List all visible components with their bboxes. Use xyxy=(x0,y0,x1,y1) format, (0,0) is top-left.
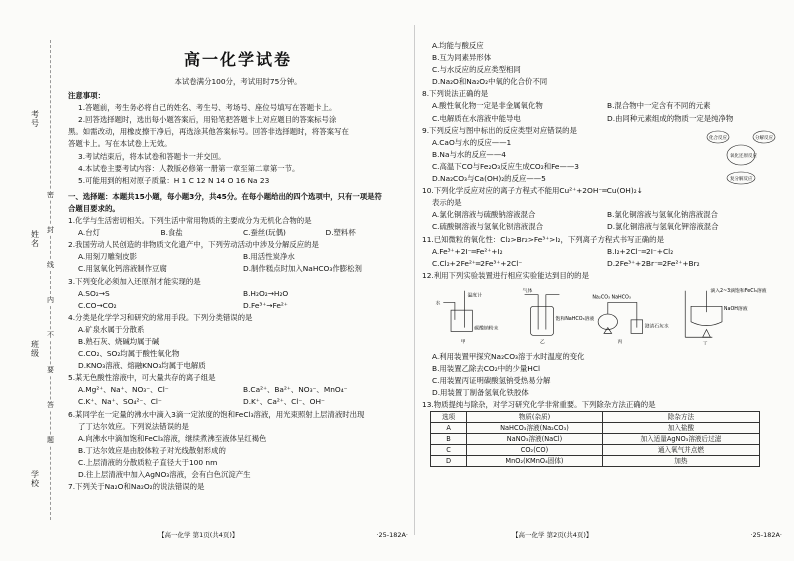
option: D.往上层清液中加入AgNO₃溶液，会有白色沉淀产生 xyxy=(78,470,251,479)
seal-char: 密 xyxy=(47,191,54,199)
note-line: 5.可能用到的相对原子质量：H 1 C 12 N 14 O 16 Na 23 xyxy=(78,175,270,185)
option: C.CO₂、SO₂均属于酸性氧化物 xyxy=(78,349,180,359)
question-6: 6.某同学在一定量的沸水中滴入3滴一定浓度的饱和FeCl₃溶液，用光束照射上层清液时出现 xyxy=(68,409,365,419)
seal-char: 要 xyxy=(47,366,54,374)
option: B.丁达尔效应是由胶体粒子对光线散射形成的 xyxy=(78,445,226,455)
option: D.制作糕点时加入NaHCO₃作膨松剂 xyxy=(243,264,362,274)
option: A.SO₂→S xyxy=(78,288,110,298)
option: D.氯化铜溶液与氢氧化钾溶液混合 xyxy=(607,222,719,232)
label-jia: 甲 xyxy=(460,339,466,345)
page-title: 高一化学试卷 xyxy=(183,50,292,69)
option: A.Mg²⁺、Na⁺、NO₃⁻、Cl⁻ xyxy=(78,385,169,395)
apparatus-figure xyxy=(426,285,778,345)
table-cell: MnO₂(KMnO₄固体) xyxy=(467,456,603,467)
page-1 xyxy=(68,0,408,561)
label-thermometer: 温度计 xyxy=(467,293,482,299)
question-7: 7.下列关于Na₂O和Na₂O₂的说法错误的是 xyxy=(68,482,205,492)
option: A.均能与酸反应 xyxy=(432,41,484,50)
page-divider xyxy=(414,25,415,535)
table-cell: B xyxy=(431,434,467,445)
option: B.混合物中一定含有不同的元素 xyxy=(607,101,711,111)
option: C.Cl₂+2Fe²⁺═2Fe³⁺+2Cl⁻ xyxy=(432,258,523,268)
option: C.上层清液的分散质粒子直径大于100 nm xyxy=(78,457,218,467)
option: D.塑料杯 xyxy=(325,228,356,238)
label-na2co3-powder: 碳酸钠粉末 xyxy=(474,326,499,332)
table-cell: NaHCO₃溶液(Na₂CO₃) xyxy=(467,423,603,434)
option: D.2Fe³⁺+2Br⁻═2Fe²⁺+Br₂ xyxy=(607,258,700,268)
note-line: 黑。如需改动，用橡皮擦干净后，再选涂其他答案标号。回答非选择题时，将答案写在 xyxy=(68,127,349,137)
table-cell: NaNO₃溶液(NaCl) xyxy=(467,434,603,445)
question-12: 12.利用下列实验装置进行相应实验能达到目的的是 xyxy=(422,270,589,280)
table-header: 选项 xyxy=(431,412,467,423)
options-row xyxy=(68,384,408,396)
table-cell: 加入适量AgNO₃溶液后过滤 xyxy=(602,434,759,445)
options-row xyxy=(68,227,408,239)
note-line: 3.考试结束后，将本试卷和答题卡一并交回。 xyxy=(78,151,226,161)
option: D.由同种元素组成的物质一定是纯净物 xyxy=(607,113,734,123)
option: D.用装置丁制备氢氧化铁胶体 xyxy=(432,388,529,398)
question-8: 8.下列说法正确的是 xyxy=(422,89,489,99)
label-carbonates: Na₂CO₃ NaHCO₃ xyxy=(592,295,631,301)
option: A.酸性氧化物一定是非金属氧化物 xyxy=(432,101,543,111)
question-13: 13.物质提纯与除杂，对学习研究化学非常重要。下列除杂方法正确的是 xyxy=(422,400,656,410)
options-row xyxy=(422,113,782,125)
note-line: 4.本试卷主要考试内容：人教版必修第一册第一章至第二章第一节。 xyxy=(78,163,300,173)
options-row xyxy=(422,221,782,233)
table-cell: CO₂(CO) xyxy=(467,445,603,456)
table-cell: A xyxy=(431,423,467,434)
question-6-cont: 了丁达尔效应。下列说法错误的是 xyxy=(78,421,189,431)
option: C.蚕丝(玩偶) xyxy=(243,228,286,238)
question-1: 1.化学与生活密切相关。下列生活中常用物质的主要成分为无机化合物的是 xyxy=(68,216,312,226)
page-footer xyxy=(422,529,782,541)
impurity-table xyxy=(430,411,760,467)
seal-line xyxy=(50,40,51,520)
apparatus-yi xyxy=(525,295,560,336)
option: A.台灯 xyxy=(78,228,101,238)
table-cell: D xyxy=(431,456,467,467)
option: A.CaO与水的反应——1 xyxy=(432,137,512,147)
option: C.CO→CO₂ xyxy=(78,300,117,310)
option: A.用刻刀雕刻皮影 xyxy=(78,252,138,262)
option: A.向沸水中滴加饱和FeCl₃溶液，继续煮沸至液体呈红褐色 xyxy=(78,433,267,443)
options-row xyxy=(422,246,782,258)
seal-char: 题 xyxy=(47,436,54,444)
question-3: 3.下列变化必须加入还原剂才能实现的是 xyxy=(68,276,201,286)
label-yi: 乙 xyxy=(540,339,545,345)
label-ding: 丁 xyxy=(702,341,708,345)
page-2 xyxy=(422,0,782,561)
table-header: 除杂方法 xyxy=(602,412,759,423)
option: B.Na与水的反应——4 xyxy=(432,149,506,159)
label-water: 水 xyxy=(435,301,441,307)
notes-title: 注意事项： xyxy=(68,91,105,101)
question-10: 10.下列化学反应对应的离子方程式不能用Cu²⁺+2OH⁻═Cu(OH)₂↓ xyxy=(422,186,643,196)
note-line: 1.答题前，考生务必将自己的姓名、考生号、考场号、座位号填写在答题卡上。 xyxy=(78,103,337,113)
seal-char: 不 xyxy=(47,331,54,339)
option: C.用氢氧化钙溶液制作豆腐 xyxy=(78,264,167,274)
question-4: 4.分类是化学学习和研究的常用手段。下列分类错误的是 xyxy=(68,312,253,322)
option: C.硫酸铜溶液与氢氧化钡溶液混合 xyxy=(432,222,543,232)
options-row xyxy=(422,209,782,221)
apparatus-ding xyxy=(685,291,722,337)
option: A.氯化铜溶液与硫酸钠溶液混合 xyxy=(432,210,536,220)
table-row xyxy=(431,434,760,445)
label-nahco3-solution: 饱和NaHCO₃溶液 xyxy=(555,316,595,322)
intro-text: 本试卷满分100分，考试用时75分钟。 xyxy=(174,77,302,86)
label-double-replacement: 复分解反应 xyxy=(730,177,753,182)
question-2: 2.我国劳动人民创造的非物质文化遗产中，下列劳动活动中涉及分解反应的是 xyxy=(68,240,319,250)
option: B.用装置乙除去CO₂中的少量HCl xyxy=(432,364,541,374)
option: B.氯化铜溶液与氢氧化钠溶液混合 xyxy=(607,210,718,220)
table-cell: 通入氧气并点燃 xyxy=(602,445,759,456)
table-cell: C xyxy=(431,445,467,456)
question-9: 9.下列反应与图中标出的反应类型对应错误的是 xyxy=(422,125,577,135)
option: D.Na₂O和Na₂O₂中氧的化合价不同 xyxy=(432,77,548,87)
label-xuexiao: 学校 xyxy=(31,470,39,488)
options-row xyxy=(422,258,782,270)
label-kaohao: 考号 xyxy=(31,110,39,128)
options-row xyxy=(68,263,408,275)
option: A.矿泉水属于分散系 xyxy=(78,324,145,334)
option: A.Fe³⁺+2I⁻═Fe²⁺+I₂ xyxy=(432,246,503,256)
options-row xyxy=(68,396,408,408)
label-gas: 气体 xyxy=(522,288,533,294)
option: B.食盐 xyxy=(160,228,183,238)
option: B.I₂+2Cl⁻═2I⁻+Cl₂ xyxy=(607,246,674,256)
options-row xyxy=(68,300,408,312)
table-row xyxy=(431,445,760,456)
label-xingming: 姓名 xyxy=(31,230,39,248)
option: D.Fe³⁺→Fe²⁺ xyxy=(243,300,288,310)
section-heading: 一、选择题：本题共15小题，每小题3分，共45分。在每小题给出的四个选项中，只有一项是符 xyxy=(68,191,382,201)
note-line: 答题卡上。写在本试卷上无效。 xyxy=(68,139,172,149)
table-header: 物质(杂质) xyxy=(467,412,603,423)
table-row xyxy=(431,423,760,434)
option: B.用活性炭净水 xyxy=(243,252,295,262)
footer-code: ·25-182A· xyxy=(376,530,408,539)
apparatus-bing xyxy=(598,302,643,333)
option: B.熟石灰、烧碱均属于碱 xyxy=(78,336,160,346)
option: D.Na₂CO₃与Ca(OH)₂的反应——5 xyxy=(432,174,546,184)
seal-char: 答 xyxy=(47,401,54,409)
options-row xyxy=(422,100,782,112)
options-row xyxy=(68,251,408,263)
option: C.K⁺、Na⁺、SO₄²⁻、Cl⁻ xyxy=(78,397,162,407)
label-decomposition: 分解反应 xyxy=(755,136,773,141)
option: C.高温下CO与Fe₂O₃反应生成CO₂和Fe——3 xyxy=(432,161,579,171)
table-cell: 加热 xyxy=(602,456,759,467)
option: C.用装置丙证明碳酸氢钠受热易分解 xyxy=(432,376,551,386)
option: C.电解质在水溶液中能导电 xyxy=(432,113,521,123)
page-footer xyxy=(68,529,408,541)
option: D.KNO₃溶液、熔融KNO₃均属于电解质 xyxy=(78,361,206,371)
seal-char: 内 xyxy=(47,296,54,304)
reaction-type-diagram xyxy=(706,127,776,185)
option: B.H₂O₂→H₂O xyxy=(243,288,289,298)
option: B.互为同素异形体 xyxy=(432,53,492,63)
label-fecl3-drops: 滴入2~3滴饱和FeCl₃溶液 xyxy=(710,288,767,294)
question-5: 5.某无色酸性溶液中，可大量共存的离子组是 xyxy=(68,373,216,383)
seal-char: 线 xyxy=(47,261,54,269)
label-bing: 丙 xyxy=(617,339,623,345)
options-row xyxy=(68,288,408,300)
label-naoh-solution: NaOH溶液 xyxy=(723,307,748,313)
option: A.利用装置甲探究Na₂CO₃溶于水时温度的变化 xyxy=(432,351,585,361)
seal-char: 封 xyxy=(47,226,54,234)
label-banji: 班级 xyxy=(31,340,39,358)
table-header-row xyxy=(431,412,760,423)
question-11: 11.已知微粒的氧化性：Cl₂>Br₂>Fe³⁺>I₂，下列离子方程式书写正确的是 xyxy=(422,234,664,244)
option: B.Ca²⁺、Ba²⁺、NO₃⁻、MnO₄⁻ xyxy=(243,385,348,395)
footer-code: ·25-182A· xyxy=(750,530,782,539)
table-row xyxy=(431,456,760,467)
option: C.与水反应的反应类型相同 xyxy=(432,65,521,75)
label-limewater: 澄清石灰水 xyxy=(644,324,669,330)
label-combination: 化合反应 xyxy=(709,136,727,141)
footer-label: 【高一化学 第1页(共4页)】 xyxy=(158,530,239,539)
question-10-cont: 表示的是 xyxy=(432,198,462,208)
table-cell: 加入盐酸 xyxy=(602,423,759,434)
footer-label: 【高一化学 第2页(共4页)】 xyxy=(512,530,593,539)
section-heading-cont: 合题目要求的。 xyxy=(68,203,120,213)
note-line: 2.回答选择题时，选出每小题答案后，用铅笔把答题卡上对应题目的答案标号涂 xyxy=(78,115,337,125)
option: D.K⁺、Ca²⁺、Cl⁻、OH⁻ xyxy=(243,397,325,407)
seal-margin xyxy=(6,40,56,530)
label-redox: 氧化还原反应 xyxy=(730,154,757,159)
